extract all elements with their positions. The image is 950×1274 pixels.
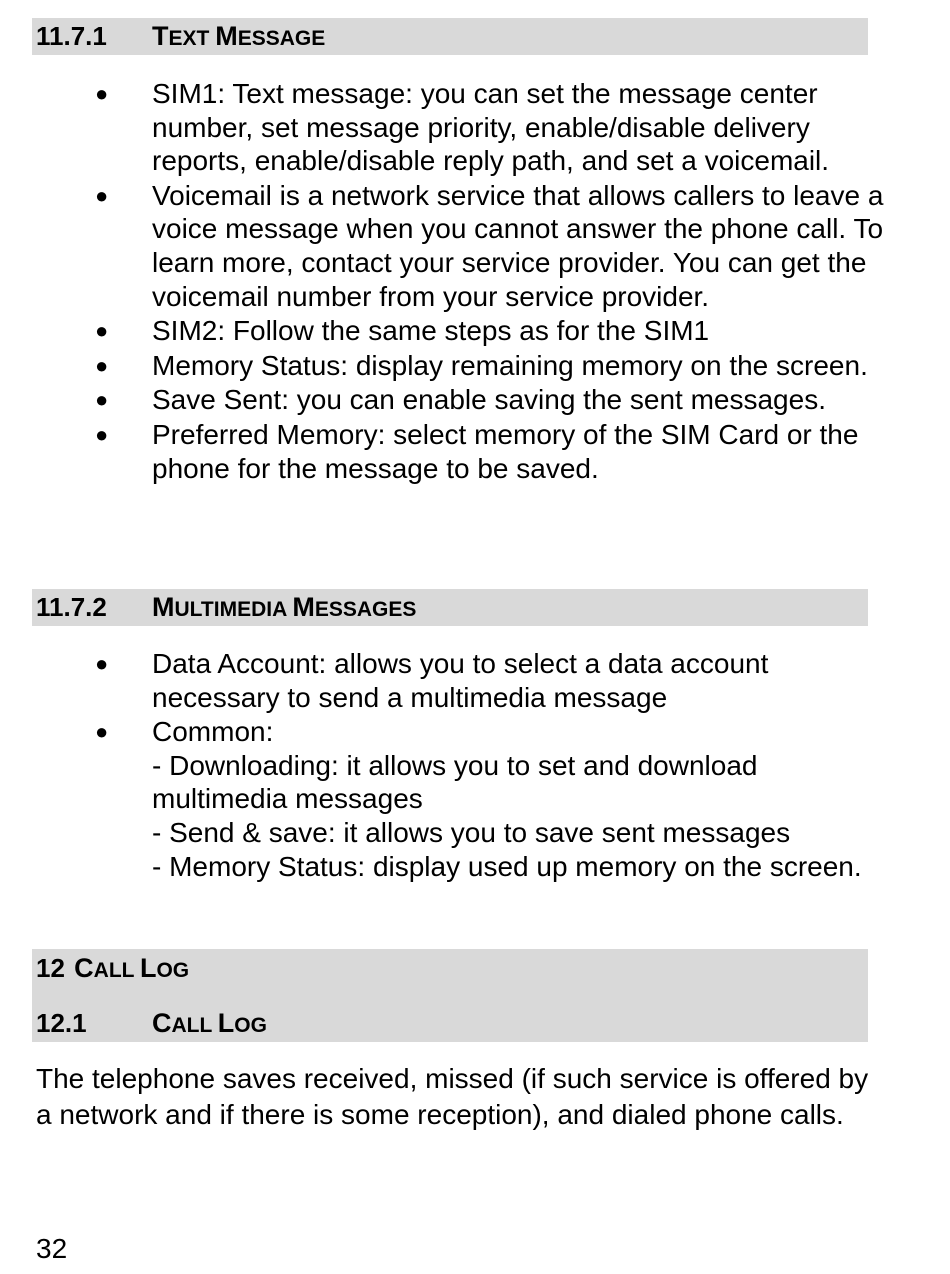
section-11-7-2-heading bbox=[36, 592, 417, 622]
bullet-icon: ● bbox=[95, 651, 109, 676]
list-item: ● Memory Status: display remaining memory on the screen. bbox=[95, 349, 868, 381]
section-title: MULTIMEDIA MESSAGES bbox=[152, 592, 417, 622]
section-11-7-1-heading bbox=[36, 21, 326, 51]
bullet-icon: ● bbox=[95, 387, 109, 413]
section-number: 11.7.1 bbox=[36, 21, 107, 51]
section-title: CALL LOG bbox=[152, 1008, 267, 1038]
list-item: ● SIM1: Text message: you can set the message center number, set message priority, enable/disable delivery reports, enable/disable reply path, and set a voicemail. bbox=[95, 78, 830, 177]
multimedia-messages-bullet-list bbox=[0, 647, 950, 883]
page-number: 32 bbox=[36, 1233, 68, 1264]
list-item: ● Voicemail is a network service that allows callers to leave a voice message when you cannot answer the phone call. To learn more, contact your service provider. You can get the voicemail number from your service provider. bbox=[95, 179, 884, 312]
list-item: ● SIM2: Follow the same steps as for the SIM1 bbox=[95, 315, 710, 347]
bullet-icon: ● bbox=[95, 352, 109, 378]
bullet-icon: ● bbox=[95, 318, 109, 344]
list-item: ● Data Account: allows you to select a data account necessary to send a multimedia message bbox=[95, 648, 769, 713]
call-log-paragraph: The telephone saves received, missed (if such service is offered by a network and if there is some reception), and dialed phone calls. bbox=[36, 1063, 869, 1130]
chapter-number: 12 bbox=[36, 953, 65, 983]
list-item: ● Common: - Downloading: it allows you to set and download multimedia messages - Send & save: it allows you to save sent messages - Memory Status: display used up memory on the screen. bbox=[95, 716, 862, 882]
bullet-icon: ● bbox=[95, 719, 109, 745]
chapter-title: CALL LOG bbox=[74, 953, 190, 983]
list-item: ● Save Sent: you can enable saving the sent messages. bbox=[95, 384, 826, 416]
bullet-icon: ● bbox=[95, 81, 109, 106]
list-item: ● Preferred Memory: select memory of the SIM Card or the phone for the message to be saved. bbox=[95, 418, 859, 484]
section-title: TEXT MESSAGE bbox=[152, 21, 326, 51]
section-number: 12.1 bbox=[36, 1008, 87, 1038]
section-12-1-heading bbox=[36, 1008, 267, 1038]
section-number: 11.7.2 bbox=[36, 592, 107, 622]
text-message-bullet-list bbox=[0, 77, 950, 485]
section-12-heading bbox=[36, 953, 189, 986]
bullet-icon: ● bbox=[95, 421, 109, 447]
bullet-icon: ● bbox=[95, 182, 109, 208]
